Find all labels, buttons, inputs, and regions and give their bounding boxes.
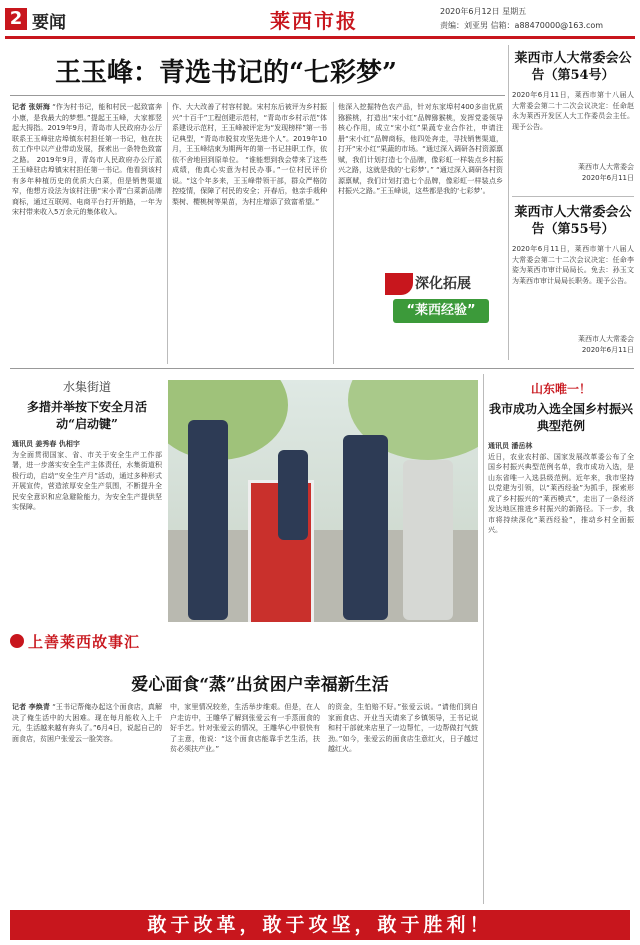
water-body: 为全面贯彻国家、省、市关于安全生产工作部署，进一步落实安全生产主体责任，水集街道积极行动，启动“安全生产月”活动，通过多种形式开展宣传，营造浓厚安全生产氛围，不断提升全民安全意识和应急避险能力，为安全生产提供坚实保障。 [12, 450, 162, 511]
officer-figure-icon [278, 450, 308, 540]
column-divider [167, 102, 168, 364]
notice-55-title: 莱西市人大常委会公告（第55号） [514, 205, 632, 237]
tag-ribbon-icon [385, 273, 413, 295]
water-title: 多措并举按下安全月活动“启动键” [26, 400, 147, 431]
water-story [12, 378, 162, 668]
epidemic-check-photo [168, 380, 478, 622]
lead-text-1: “作为村书记，能和村民一起致富奔小康，是我最大的梦想。”提起王玉峰，大家都竖起大拇指。2019年9月，青岛市人民政府办公厅联系王玉峰驻店埠镇东村担任第一书记，他在扶贫工作中以产业带动发展，探索出一条特色致富之路。 [12, 103, 162, 164]
feature-tag-line1: 深化拓展 [415, 276, 471, 292]
noodle-text-1: “王书记帮俺办起这个面食店，真解决了俺生活中的大困难。现在每月能收入上千元，生活越来越有奔头了。”6月4日，说起自己的面食店，贫困户张爱云一脸笑容。 [12, 703, 162, 743]
notice-54 [512, 50, 634, 195]
lead-text-1b: 2019年9月，青岛市人民政府办公厅派王玉峰驻店埠镇宋村担任第一书记。他看到该村有多年种植历史的优质大白菜，但是销售渠道窄，他想方设法为该村注册“宋小青”白菜新品牌商标，通过互联网、电商平台打开销路，一年为宋村带来收入5万余元的集体收入。 [12, 155, 162, 216]
notice-54-title: 莱西市人大常委会公告（第54号） [514, 51, 632, 83]
column-divider [508, 45, 509, 360]
noodle-column-1 [12, 702, 162, 902]
headline-rule [10, 95, 505, 96]
officer-figure-icon [343, 435, 388, 620]
notice-55-org: 莱西市人大常委会 [578, 335, 634, 343]
lead-text-3b: “通过深入调研各村资源禀赋，我们计划打造七个品牌，像彩虹一样装点乡村振兴之路。”王玉峰说，这些都是我的‘七彩梦’。 [338, 166, 503, 195]
lead-byline: 记者 张妍海 [12, 103, 50, 111]
column-divider [333, 102, 334, 364]
notice-54-date: 2020年6月11日 [581, 173, 634, 182]
notice-55-date: 2020年6月11日 [581, 345, 634, 354]
section-rule [10, 368, 634, 369]
lead-column-3 [338, 102, 503, 260]
water-byline: 通讯员 姜秀春 仇相宇 [12, 440, 80, 448]
notice-55 [512, 204, 634, 362]
series-badge-icon [10, 634, 24, 648]
shandong-kicker: 山东唯一！ [530, 382, 591, 396]
masthead-logo: 莱西市报 [270, 9, 358, 33]
editor-line: 责编：刘亚男 信箱：a88470000@163.com [440, 21, 604, 30]
series-tag [10, 630, 210, 652]
notice-54-org: 莱西市人大常委会 [578, 163, 634, 171]
noodle-column-3: 的资金，生怕赔不好。”张爱云说。“请他们到自家面食店、开业当天请来了乡镇领导，王书记说和村干部就来店里了一边帮忙，一边帮做打气鼓劲。”如今，张爱云的面食店生意红火，日子越过越红火。 [328, 703, 478, 753]
feature-tag-line2: “莱西经验” [393, 299, 489, 323]
noodle-column-2: 中，家里情况较差，生活举步维艰。但是，在人户走访中，王雕华了解到张爱云有一手蒸面食的好手艺。针对张爱云的情况，王雕华心中很快有了主意，他说：“这个面食店能靠手艺生活，扶贫必须扶产业。” [170, 703, 320, 753]
notice-54-body: 2020年6月11日，莱西市第十八届人大常委会第二十二次会议决定：任命赵永为莱西开发区人大工作委员会主任。现予公告。 [512, 91, 634, 131]
lead-text-3: 他深入挖掘特色农产品，针对东家埠村400多亩优质猕猴桃，打造出“宋小红”品牌猕猴桃，发挥党委领导核心作用，成立“宋小红”果蔬专业合作社，申请注册“宋小红”品牌商标，他四处奔走，寻找销售渠道，打开“宋小红”果蔬的市场。“通过深入调研各村资源禀赋，我们计划打造七个品牌，像彩虹一样装点乡村振兴之路，这就是我的‘七彩梦’。” [338, 103, 503, 174]
issue-date: 2020年6月12日 星期五 [440, 7, 527, 16]
section-title: 要闻 [32, 13, 66, 33]
water-kicker: 水集街道 [62, 380, 111, 394]
feature-tag [385, 265, 495, 337]
lead-text-2: 作、大大改善了村容村貌。宋村东后被评为乡村振兴“十百千”工程创建示范村，“青岛市乡村示范”体系建设示范村，王玉峰被评定为“发现榜样”第一书记典型，“青岛市脱贫攻坚先进个人”。2019年10月，王玉峰结束为期两年的第一书记挂职工作，依依不舍地回到原单位。 [172, 103, 327, 164]
series-tag-label: 上善莱西故事汇 [28, 633, 141, 651]
column-divider [483, 374, 484, 904]
lead-headline: 王玉峰：青选书记的“七彩梦” [55, 58, 397, 88]
notice-55-body: 2020年6月11日，莱西市第十八届人大常委会第二十二次会议决定：任命李姿为莱西市审计局局长。免去：孙玉文为莱西市审计局局长职务。现予公告。 [512, 245, 634, 285]
lead-text-2b: “谁能想到我会带来了这些成绩，他真心实意为村民办事。”一位村民评价说。“这个年多来，王玉峰带领干部，群众严格防控疫情，保障了村民的安全；开春后，他亲手栽种梨树、樱桃树等果苗，为村庄增添了致富希望。” [172, 155, 327, 206]
noodle-headline: 爱心面食“蒸”出贫困户幸福新生活 [131, 675, 389, 695]
officer-figure-icon [188, 420, 228, 620]
header-rule [5, 36, 635, 39]
noodle-byline: 记者 李焕青 [12, 703, 50, 711]
lead-column-2 [172, 102, 327, 362]
shandong-title: 我市成功入选全国乡村振兴典型范例 [488, 402, 633, 433]
shandong-story [488, 380, 634, 905]
notice-divider [512, 196, 634, 197]
shandong-body: 近日，农业农村部、国家发展改革委公布了全国乡村振兴典型范例名单，我市成功入选，是山东省唯一入选县级范例。近年来，我市坚持以党建为引领，以“莱西经验”为抓手，探索形成了乡村振兴的“莱西模式”，走出了一条经济发达地区推进乡村振兴的新路径。下一步，我市将持续深化“莱西经验”，推动乡村全面振兴。 [488, 452, 634, 534]
page-number: 2 [5, 8, 27, 30]
lead-column-1 [12, 102, 162, 362]
page-header [0, 0, 640, 40]
citizen-figure-icon [403, 460, 453, 620]
shandong-byline: 通讯员 潘岳林 [488, 442, 533, 450]
footer-slogan: 敢于改革，敢于攻坚，敢于胜利！ [10, 910, 630, 940]
